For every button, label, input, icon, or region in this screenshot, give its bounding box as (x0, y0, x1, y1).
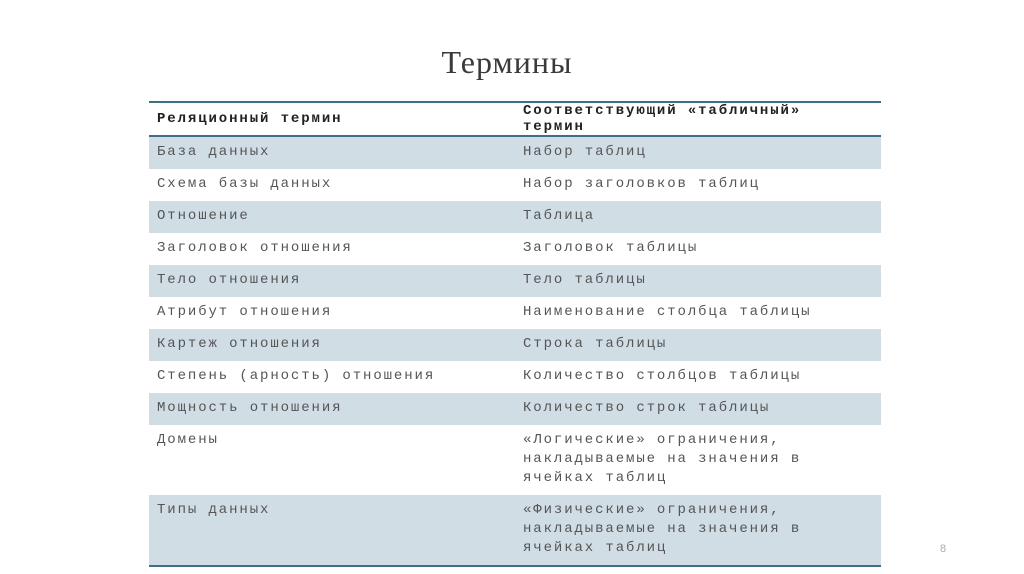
table-row (149, 361, 881, 393)
relational-term-cell: Атрибут отношения (157, 304, 333, 320)
terms-table (149, 101, 881, 567)
relational-term-cell: Степень (арность) отношения (157, 368, 436, 384)
table-term-cell: Набор таблиц (515, 136, 881, 169)
table-row (149, 201, 881, 233)
relational-term-cell: Картеж отношения (149, 329, 515, 361)
column-header: Реляционный термин (149, 102, 515, 136)
table-row (149, 425, 881, 495)
relational-term-cell: Домены (157, 432, 219, 448)
table-term-cell: Тело таблицы (515, 265, 881, 297)
table-row (149, 169, 881, 201)
table-row (149, 329, 881, 361)
relational-term-cell: База данных (149, 136, 515, 169)
table-row (149, 265, 881, 297)
table-term-cell: «Логические» ограничения, накладываемые на значения в ячейках таблиц (523, 432, 802, 486)
table-term-cell: «Физические» ограничения, накладываемые на значения в ячейках таблиц (515, 495, 881, 566)
column-header: Соответствующий «табличный» термин (515, 102, 881, 136)
table-row (149, 297, 881, 329)
table-term-cell: Таблица (515, 201, 881, 233)
table-row (149, 136, 881, 169)
table-row (149, 495, 881, 566)
table-term-cell: Строка таблицы (515, 329, 881, 361)
page-number: 8 (940, 543, 947, 555)
slide-title: Термины (441, 44, 573, 80)
table-row (149, 393, 881, 425)
table-term-cell: Количество строк таблицы (515, 393, 881, 425)
table-term-cell: Заголовок таблицы (523, 240, 699, 256)
relational-term-cell: Схема базы данных (157, 176, 333, 192)
relational-term-cell: Мощность отношения (149, 393, 515, 425)
table-row (149, 233, 881, 265)
relational-term-cell: Отношение (149, 201, 515, 233)
table-term-cell: Количество столбцов таблицы (523, 368, 802, 384)
table-term-cell: Набор заголовков таблиц (523, 176, 760, 192)
table-header-row (149, 102, 881, 136)
relational-term-cell: Типы данных (149, 495, 515, 566)
relational-term-cell: Тело отношения (149, 265, 515, 297)
table-term-cell: Наименование столбца таблицы (523, 304, 812, 320)
relational-term-cell: Заголовок отношения (157, 240, 353, 256)
